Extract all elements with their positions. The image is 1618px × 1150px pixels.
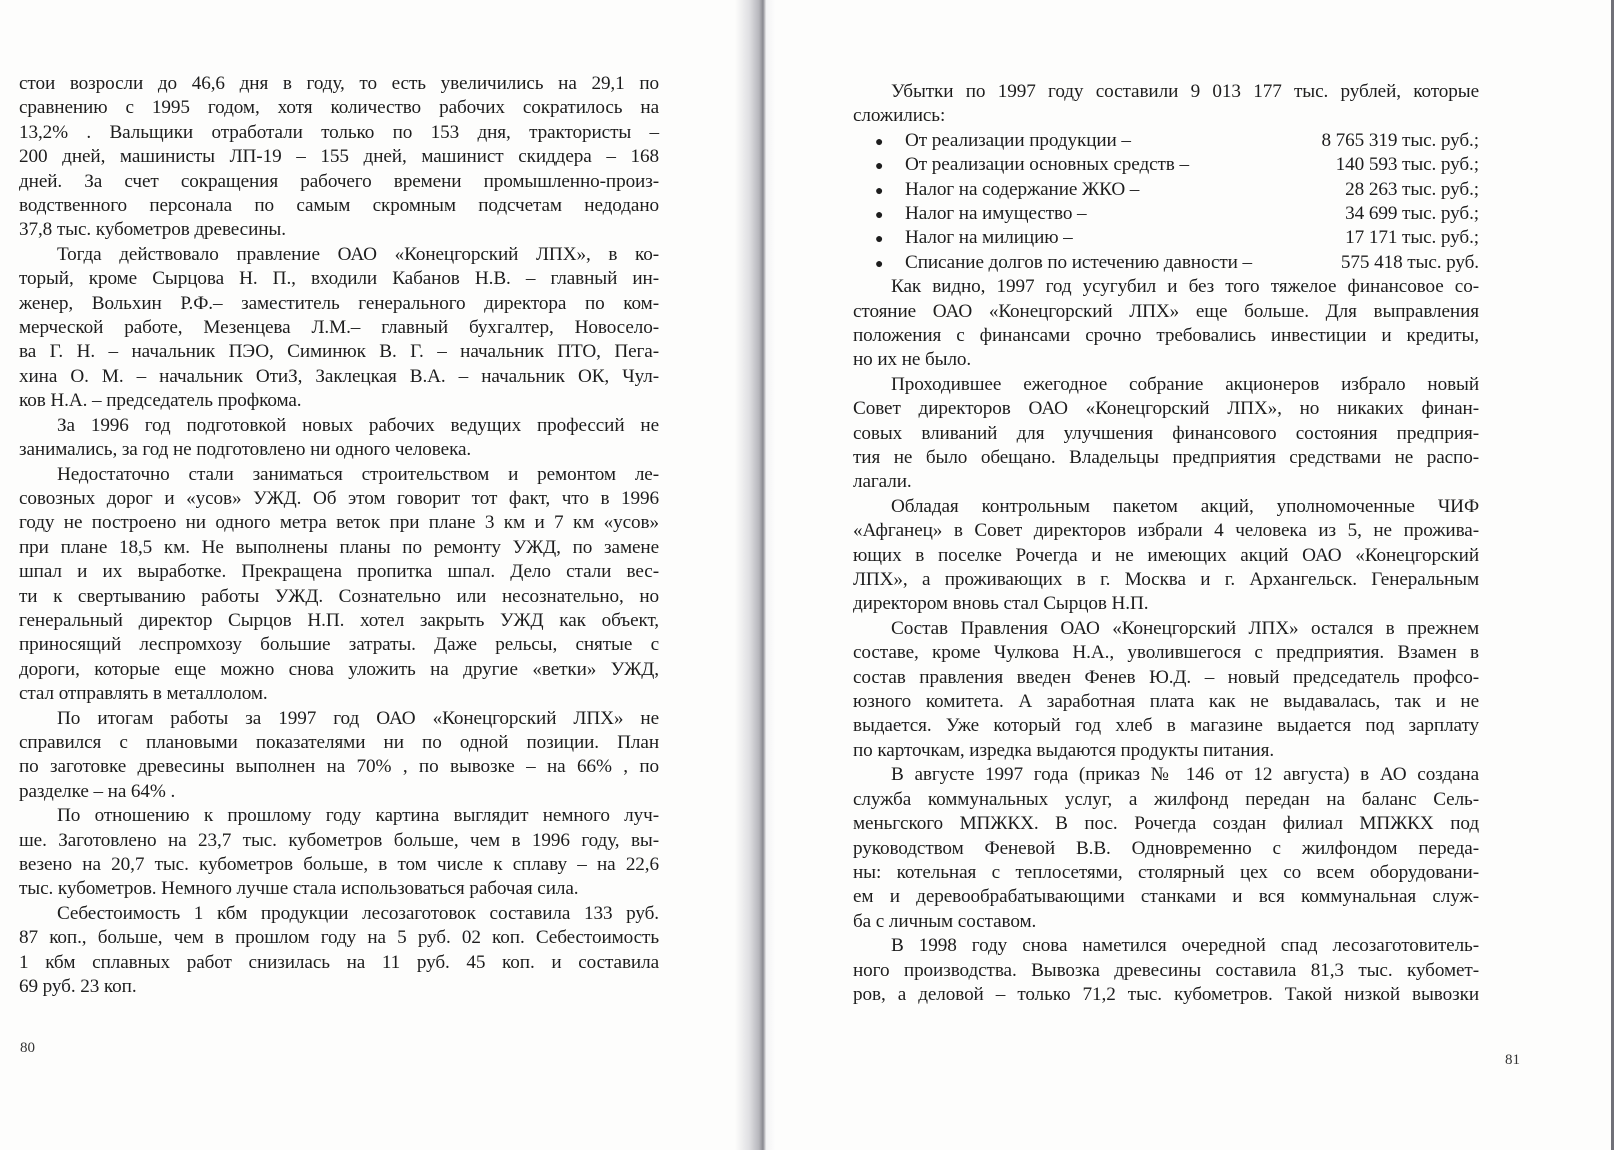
bullet-icon: ● [875,207,884,223]
text-line: при плане 18,5 км. Не выполнены планы по ремонту УЖД, по замене [19,536,659,558]
text-line: Проходившее ежегодное собрание акционеров избрало новый [891,373,1479,395]
loss-list-item [853,251,1479,275]
text-line: Себестоимость 1 кбм продукции лесозаготовок составила 133 руб. [57,902,659,924]
text-line: по заготовке древесины выполнен на 70% , по вывозке – на 66% , по [19,756,659,778]
text-line: 200 дней, машинисты ЛП-19 – 155 дней, машинист скиддера – 168 [19,146,659,168]
loss-value: 34 699 тыс. руб.; [1345,202,1479,224]
loss-label: От реализации основных средств – [905,154,1189,176]
text-line: ков Н.А. – председатель профкома. [19,390,302,412]
bullet-icon: ● [875,232,884,248]
loss-value: 28 263 тыс. руб.; [1345,178,1479,200]
text-line: ем и деревообрабатывающими станками и вся коммунальная служ- [853,886,1479,908]
text-line: «Афганец» в Совет директоров избрали 4 человека из 5, не прожива- [853,520,1479,542]
text-line: По отношению к прошлому году картина выглядит немного луч- [57,805,659,827]
paragraph [19,707,659,805]
text-line: торый, кроме Сырцова Н. П., входили Кабанов Н.В. – главный ин- [19,268,659,290]
text-line: Совет директоров ОАО «Конецгорский ЛПХ», но никаких финан- [853,398,1479,420]
loss-value: 140 593 тыс. руб.; [1335,154,1479,176]
text-line: тыс. кубометров. Немного лучше стала использоваться рабочая сила. [19,878,579,900]
right-page-number: 81 [1505,1052,1520,1068]
text-line: генеральный директор Сырцов Н.П. хотел закрыть УЖД как объект, [19,609,659,631]
loss-list-item [853,226,1479,250]
text-line: мерческой работе, Мезенцева Л.М.– главный бухгалтер, Новосело- [19,317,659,339]
loss-list-item [853,202,1479,226]
loss-label: Налог на имущество – [905,202,1087,224]
text-line: стои возросли до 46,6 дня в году, то есть увеличились на 29,1 по [19,73,659,94]
paragraph [19,72,659,243]
text-line: дней. За счет сокращения рабочего времени промышленно-произ- [19,170,659,192]
text-line: шпал и их выработке. Прекращена пропитка шпал. Дело стали вес- [19,561,659,583]
bullet-icon: ● [875,159,884,175]
text-line: служба коммунальных услуг, а жилфонд передан на баланс Сель- [853,788,1479,810]
text-line: За 1996 год подготовкой новых рабочих ведущих профессий не [57,414,659,436]
text-line: ны: котельная с теплосетями, столярный цех со всем оборудовани- [853,861,1479,883]
right-page-text [853,80,1479,1007]
text-line: В 1998 году снова наметился очередной спад лесозаготовитель- [891,935,1479,957]
text-line: по карточкам, изредка выдаются продукты питания. [853,739,1275,761]
text-line: ющих в поселке Рочегда и не имеющих акций ОАО «Конецгорский [853,544,1479,566]
loss-label: Списание долгов по истечению давности – [905,251,1253,273]
text-line: положения с финансами срочно требовались инвестиции и кредиты, [853,324,1479,346]
text-line: ше. Заготовлено на 23,7 тыс. кубометров больше, чем в 1996 году, вы- [19,829,659,851]
text-line: разделке – на 64% . [19,780,176,802]
text-line: ров, а деловой – только 71,2 тыс. кубометров. Такой низкой вывозки [853,983,1479,1005]
paragraph [19,902,659,1000]
text-line: сравнению с 1995 годом, хотя количество рабочих сократилось на [19,97,659,119]
text-line: стал отправлять в металлолом. [19,683,268,705]
left-page [0,0,752,1150]
text-line: Тогда действовало правление ОАО «Конецгорский ЛПХ», в ко- [57,243,659,265]
text-line: Состав Правления ОАО «Конецгорский ЛПХ» остался в прежнем [891,617,1479,639]
text-line: хина О. М. – начальник ОтиЗ, Заклецкая В.А. – начальник ОК, Чул- [19,365,659,387]
loss-value: 17 171 тыс. руб.; [1345,227,1479,249]
text-line: директором вновь стал Сырцов Н.П. [853,593,1149,615]
text-line: 87 коп., больше, чем в прошлом году на 5 руб. 02 коп. Себестоимость [19,927,659,949]
text-line: ти к свертыванию работы УЖД. Сознательно или несознательно, но [19,585,659,607]
loss-label: Налог на содержание ЖКО – [905,178,1140,200]
loss-list-item [853,178,1479,202]
text-line: ба с личным составом. [853,910,1037,932]
text-line: справился с плановыми показателями ни по одной позиции. План [19,731,659,753]
losses-intro [853,80,1479,129]
text-line: 69 руб. 23 коп. [19,976,137,998]
paragraph [19,243,659,414]
loss-value: 575 418 тыс. руб. [1340,251,1479,273]
right-page-paragraphs [853,275,1479,1007]
text-line: юзного комитета. А заработная плата как не выдавалась, так и не [853,691,1479,713]
loss-list-item [853,153,1479,177]
text-line: везено на 20,7 тыс. кубометров больше, в том числе к сплаву – на 22,6 [19,854,659,875]
text-line: году не построено ни одного метра веток при плане 3 км и 7 км «усов» [19,512,659,534]
text-line: ва Г. Н. – начальник ПЭО, Симинюк В. Г. – начальник ПТО, Пега- [19,341,659,363]
text-line: но их не было. [853,349,972,371]
paragraph [853,373,1479,495]
text-line: ного производства. Вывозка древесины составила 81,3 тыс. кубомет- [853,959,1479,981]
text-line: 13,2% . Вальщики отработали только по 153 дня, трактористы – [19,121,659,143]
text-line: Обладая контрольным пакетом акций, уполномоченные ЧИФ [891,495,1479,517]
text-line: совозных дорог и «усов» УЖД. Об этом говорит тот факт, что в 1996 [19,487,659,509]
paragraph [853,275,1479,373]
text-line: занимались, за год не подготовлено ни одного человека. [19,439,472,461]
text-line: женер, Вольхин Р.Ф.– заместитель генерального директора по ком- [19,292,659,314]
text-line: лагали. [853,471,912,493]
paragraph [853,763,1479,934]
text-line: В августе 1997 года (приказ № 146 от 12 августа) в АО создана [891,764,1479,786]
paragraph [853,495,1479,617]
loss-label: От реализации продукции – [905,129,1131,151]
text-line: 37,8 тыс. кубометров древесины. [19,219,286,241]
paragraph [853,617,1479,763]
text-line: состав правления введен Фенев Ю.Д. – новый председатель профсо- [853,666,1479,688]
paragraph [19,414,659,463]
bullet-icon: ● [875,256,884,272]
bullet-icon: ● [875,134,884,150]
text-line: Убытки по 1997 году составили 9 013 177 тыс. рублей, которые [891,81,1479,102]
paragraph [19,804,659,902]
left-page-text [19,72,659,999]
loss-value: 8 765 319 тыс. руб.; [1321,129,1479,151]
bullet-icon: ● [875,183,884,199]
text-line: меньгского МПЖКХ. В пос. Рочегда создан филиал МПЖКХ под [853,813,1479,835]
text-line: ЛПХ», а проживающих в г. Москва и г. Архангельск. Генеральным [853,569,1479,591]
text-line: выдается. Уже который год хлеб в магазине выдается под зарплату [853,715,1479,737]
text-line: сложились: [853,105,946,127]
loss-label: Налог на милицию – [905,227,1073,249]
text-line: тия не было обещано. Владельцы предприятия средствами не распо- [853,447,1479,468]
text-line: руководством Феневой В.В. Одновременно с жилфондом переда- [853,837,1479,859]
text-line: совых вливаний для улучшения финансового состояния предприя- [853,422,1479,444]
text-line: дороги, которые еще можно снова уложить на другие «ветки» УЖД, [19,658,659,680]
left-page-number: 80 [20,1040,35,1056]
text-line: водственного персонала по самым скромным подсчетам недодано [19,195,659,217]
loss-list-item [853,129,1479,153]
text-line: стояние ОАО «Конецгорский ЛПХ» еще больше. Для выправления [853,300,1479,322]
text-line: По итогам работы за 1997 год ОАО «Конецгорский ЛПХ» не [57,707,659,729]
text-line: Недостаточно стали заниматься строительством и ремонтом ле- [57,463,659,485]
paragraph [19,463,659,707]
paragraph [853,934,1479,1007]
losses-list [853,129,1479,275]
text-line: приносящий леспромхозу большие затраты. Даже рельсы, снятые с [19,634,659,656]
text-line: Как видно, 1997 год усугубил и без того тяжелое финансовое со- [891,276,1479,298]
text-line: составе, кроме Чулкова Н.А., уволившегося с предприятия. Взамен в [853,642,1479,664]
scan-margin [1614,0,1618,1150]
text-line: 1 кбм сплавных работ снизилась на 11 руб. 45 коп. и составила [19,951,659,973]
